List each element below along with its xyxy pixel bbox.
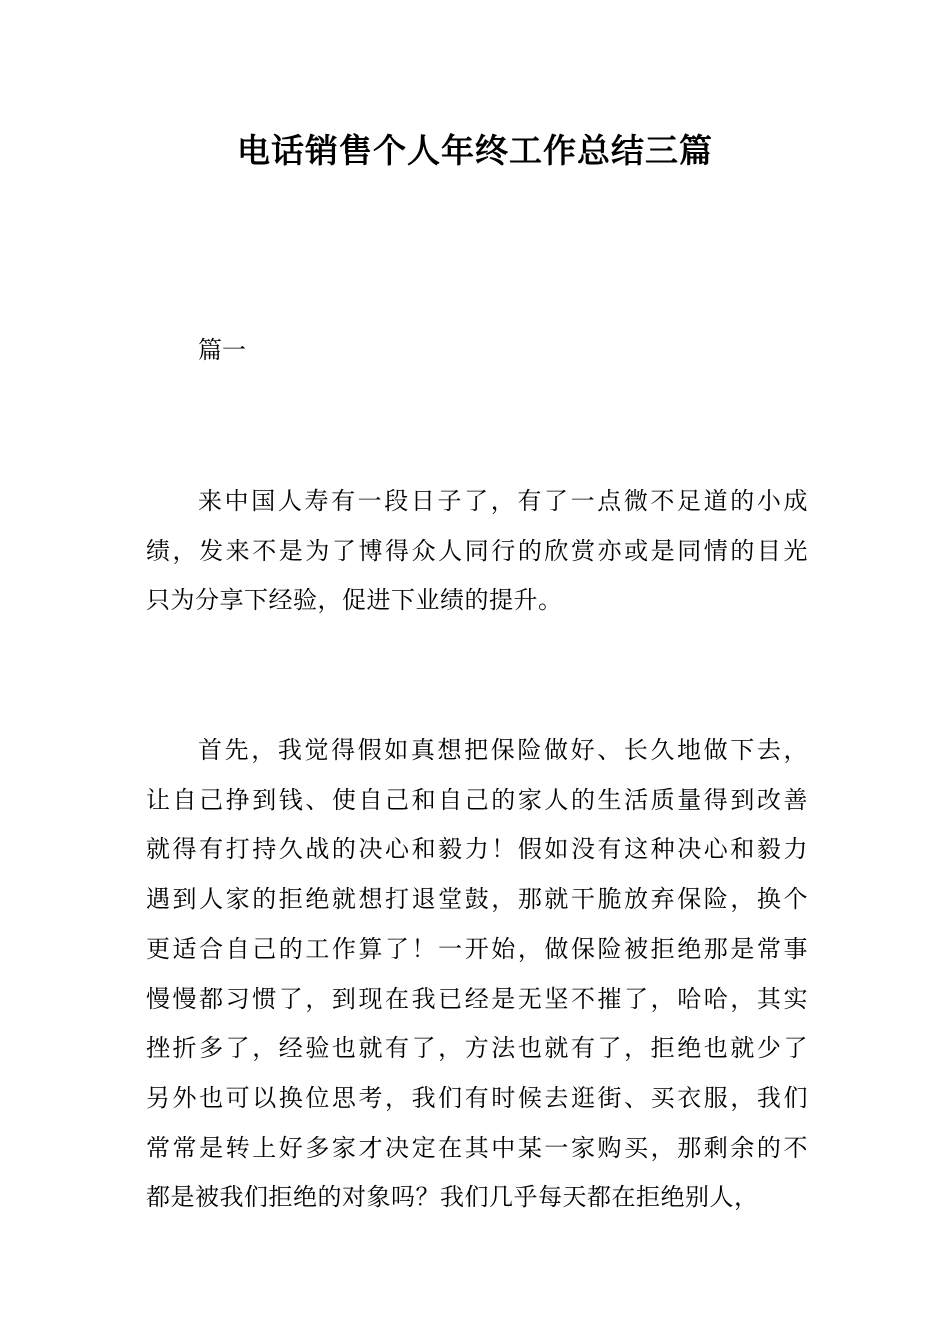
paragraph-line: 常常是转上好多家才决定在其中某一家购买，那剩余的不 [146, 1133, 808, 1162]
paragraph-line: 都是被我们拒绝的对象吗？我们几乎每天都在拒绝别人， [146, 1183, 759, 1212]
paragraph-line: 首先，我觉得假如真想把保险做好、长久地做下去， [198, 736, 808, 764]
paragraph-line: 更适合自己的工作算了！一开始，做保险被拒绝那是常事 [146, 934, 808, 963]
paragraph-line: 来中国人寿有一段日子了，有了一点微不足道的小成 [198, 487, 808, 515]
paragraph-line: 只为分享下经验，促进下业绩的提升。 [146, 586, 563, 615]
paragraph-2 [146, 726, 808, 1223]
paragraph-line: 挫折多了，经验也就有了，方法也就有了，拒绝也就少了 [146, 1034, 808, 1063]
paragraph-1 [146, 477, 808, 626]
paragraph-line: 另外也可以换位思考，我们有时候去逛街、买衣服，我们 [146, 1083, 808, 1112]
paragraph-line: 绩，发来不是为了博得众人同行的欣赏亦或是同情的目光 [146, 536, 808, 565]
section-label: 篇一 [198, 336, 246, 364]
document-title: 电话销售个人年终工作总结三篇 [237, 131, 713, 170]
paragraph-line: 让自己挣到钱、使自己和自己的家人的生活质量得到改善 [146, 785, 808, 814]
paragraph-line: 遇到人家的拒绝就想打退堂鼓，那就干脆放弃保险，换个 [146, 885, 808, 914]
paragraph-line: 慢慢都习惯了，到现在我已经是无坚不摧了，哈哈，其实 [146, 984, 808, 1013]
paragraph-line: 就得有打持久战的决心和毅力！假如没有这种决心和毅力 [146, 835, 808, 864]
